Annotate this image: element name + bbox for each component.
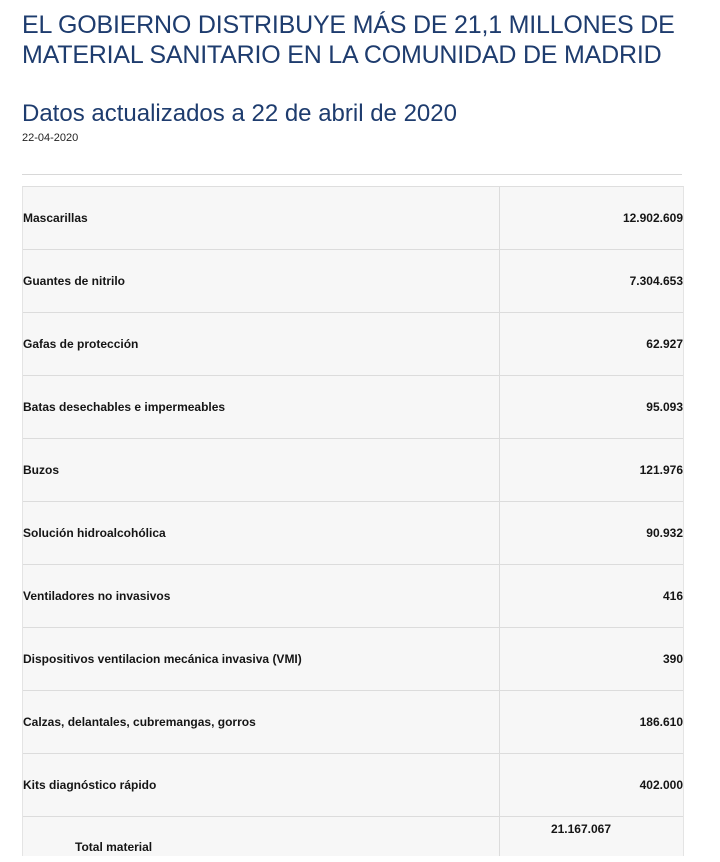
table-row	[23, 250, 683, 313]
material-label: Solución hidroalcohólica	[23, 502, 499, 565]
material-label: Ventiladores no invasivos	[23, 565, 499, 628]
publish-date: 22-04-2020	[22, 132, 79, 144]
material-label: Buzos	[23, 439, 499, 502]
material-label: Dispositivos ventilacion mecánica invasiva (VMI)	[23, 628, 499, 691]
material-quantity: 95.093	[499, 376, 683, 439]
material-label: Guantes de nitrilo	[23, 250, 499, 313]
material-table	[23, 187, 683, 856]
material-quantity: 62.927	[499, 313, 683, 376]
table-row	[23, 313, 683, 376]
material-label: Calzas, delantales, cubremangas, gorros	[23, 691, 499, 754]
material-quantity: 416	[499, 565, 683, 628]
table-row	[23, 502, 683, 565]
total-label: Total material	[75, 840, 153, 854]
table-row	[23, 691, 683, 754]
material-quantity: 186.610	[499, 691, 683, 754]
table-row	[23, 439, 683, 502]
table-row	[23, 376, 683, 439]
material-table-container	[22, 186, 684, 856]
table-row	[23, 628, 683, 691]
article-subheading: Datos actualizados a 22 de abril de 2020	[22, 100, 457, 127]
material-quantity: 7.304.653	[499, 250, 683, 313]
divider	[22, 174, 682, 175]
table-row	[23, 754, 683, 817]
material-quantity: 90.932	[499, 502, 683, 565]
material-label: Batas desechables e impermeables	[23, 376, 499, 439]
table-row	[23, 187, 683, 250]
material-label: Gafas de protección	[23, 313, 499, 376]
article-headline: EL GOBIERNO DISTRIBUYE MÁS DE 21,1 MILLONES DE MATERIAL SANITARIO EN LA COMUNIDAD DE MADRID	[22, 11, 675, 69]
material-label: Mascarillas	[23, 187, 499, 250]
material-quantity: 402.000	[499, 754, 683, 817]
table-total-row	[23, 817, 683, 857]
table-row	[23, 565, 683, 628]
material-quantity: 121.976	[499, 439, 683, 502]
material-quantity: 390	[499, 628, 683, 691]
material-quantity: 12.902.609	[499, 187, 683, 250]
material-label: Kits diagnóstico rápido	[23, 754, 499, 817]
total-quantity: 21.167.067	[499, 817, 683, 857]
